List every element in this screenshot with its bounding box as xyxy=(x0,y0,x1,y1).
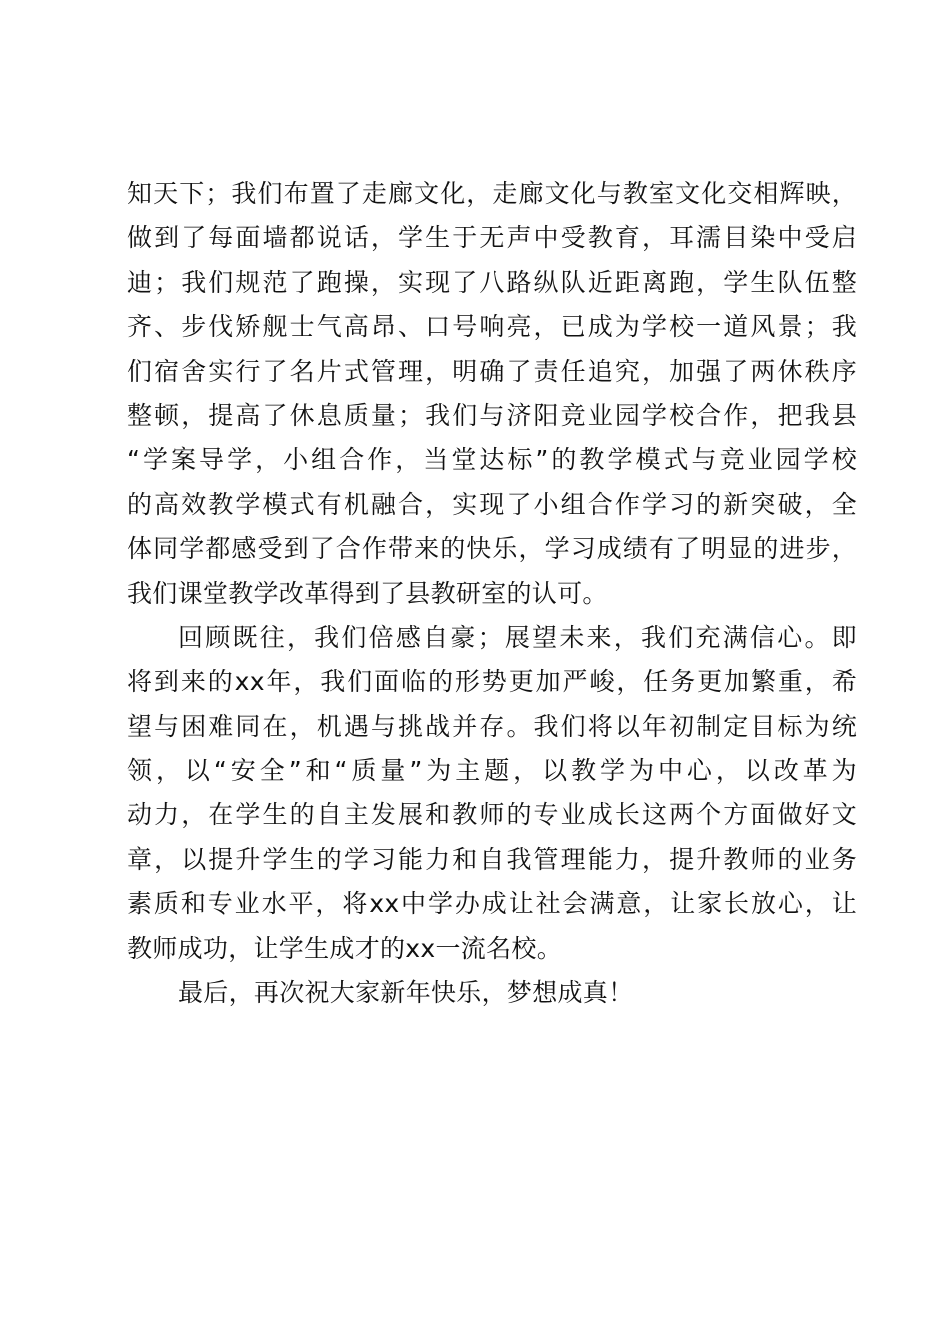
text-line: 将到来的xx年，我们面临的形势更加严峻，任务更加繁重，希 xyxy=(127,667,857,697)
paragraph-end-line: 教师成功，让学生成才的xx一流名校。 xyxy=(127,933,562,963)
text-line: 整顿，提高了休息质量；我们与济阳竞业园学校合作，把我县 xyxy=(127,400,857,430)
text-line: “学案导学，小组合作，当堂达标”的教学模式与竞业园学校 xyxy=(127,445,857,475)
text-line: 动力，在学生的自主发展和教师的专业成长这两个方面做好文 xyxy=(127,800,857,830)
document-body xyxy=(127,172,857,1015)
text-line: 们宿舍实行了名片式管理，明确了责任追究，加强了两休秩序 xyxy=(127,356,857,386)
paragraph-end-line: 我们课堂教学改革得到了县教研室的认可。 xyxy=(127,578,608,608)
text-line: 章，以提升学生的学习能力和自我管理能力，提升教师的业务 xyxy=(127,844,857,874)
text-line: 的高效教学模式有机融合，实现了小组合作学习的新突破，全 xyxy=(127,489,857,519)
text-line: 知天下；我们布置了走廊文化，走廊文化与教室文化交相辉映， xyxy=(127,179,857,208)
text-line: 齐、步伐矫舰士气高昂、口号响亮，已成为学校一道风景；我 xyxy=(127,312,857,342)
text-line: 做到了每面墙都说话，学生于无声中受教育，耳濡目染中受启 xyxy=(127,223,857,253)
text-line: 体同学都感受到了合作带来的快乐，学习成绩有了明显的进步， xyxy=(127,534,857,564)
closing-line: 最后，再次祝大家新年快乐，梦想成真！ xyxy=(178,978,634,1008)
text-line: 迪；我们规范了跑操，实现了八路纵队近距离跑，学生队伍整 xyxy=(127,267,857,297)
text-line: 望与困难同在，机遇与挑战并存。我们将以年初制定目标为统 xyxy=(127,711,857,741)
text-line: 素质和专业水平，将xx中学办成让社会满意，让家长放心，让 xyxy=(127,889,857,919)
text-line: 领，以“安全”和“质量”为主题，以教学为中心，以改革为 xyxy=(127,756,857,786)
paragraph-start-line: 回顾既往，我们倍感自豪；展望未来，我们充满信心。即 xyxy=(178,622,857,652)
